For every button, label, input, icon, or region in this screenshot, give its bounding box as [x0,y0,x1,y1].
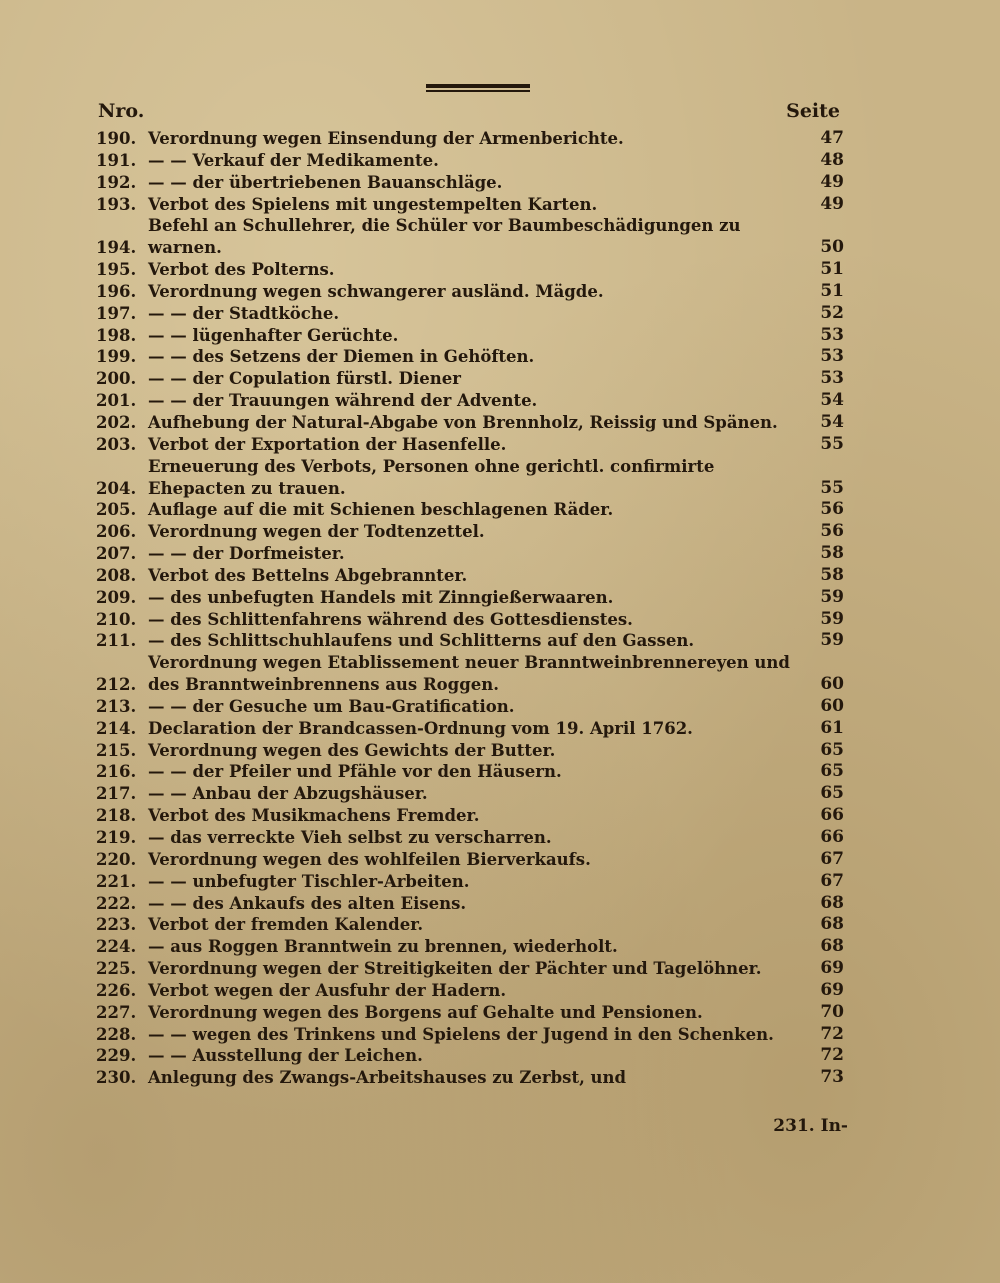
entry-title: — — der übertriebenen Bauanschläge. [148,172,503,192]
entry-page: 66 [820,805,844,826]
list-item [96,259,844,281]
entry-number: 190. [96,129,137,148]
entry-title: — das verreckte Vieh selbst zu verscharren. [148,828,552,847]
entry-number: 229. [96,1046,137,1066]
entry-number: 205. [96,500,137,520]
entry-page: 60 [820,695,844,716]
entry-title: — — der Stadtköche. [148,303,340,323]
entry-title: — — des Ankaufs des alten Eisens. [148,893,467,913]
entry-number: 215. [96,740,137,760]
column-header-number: Nro. [98,100,145,122]
entry-number: 210. [96,609,137,629]
list-item [96,1002,844,1024]
entry-number: 198. [96,325,137,345]
list-item [96,281,844,303]
list-item [96,543,844,565]
entry-title: — — Ausstellung der Leichen. [148,1046,423,1066]
entry-title: Anlegung des Zwangs-Arbeitshauses zu Zerbst, und [148,1068,627,1088]
entry-page: 72 [820,1023,844,1044]
entry-number: 193. [96,194,137,214]
entry-title: — — Verkauf der Medikamente. [148,150,439,170]
entry-number: 201. [96,391,137,411]
entry-page: 66 [820,827,844,847]
list-item [96,958,844,980]
list-item [96,914,844,936]
entry-title: — — der Pfeiler und Pfähle vor den Häusern. [148,762,562,782]
entry-number: 208. [96,565,137,585]
entry-page: 69 [820,979,844,1000]
entry-page: 58 [820,564,844,585]
list-item [96,521,844,543]
entry-page: 56 [820,521,844,542]
entry-number: 220. [96,849,137,869]
entry-title: Declaration der Brandcassen-Ordnung vom 19. April 1762. [148,718,693,738]
entry-title: — — des Setzens der Diemen in Gehöften. [148,347,535,367]
entry-page: 55 [820,433,844,454]
list-item [96,346,844,368]
list-item [96,303,844,325]
entry-number: 209. [96,587,137,607]
entry-page: 65 [820,761,844,782]
entry-number: 206. [96,522,137,542]
entry-title: — — unbefugter Tischler-Arbeiten. [148,871,470,891]
entry-number: 211. [96,631,137,651]
entry-title: — aus Roggen Branntwein zu brennen, wiederholt. [148,937,618,957]
entry-title: — — lügenhafter Gerüchte. [148,325,399,345]
entry-title: — des Schlittschuhlaufens und Schlitterns auf den Gassen. [148,631,695,651]
list-item [96,368,844,390]
entry-title: Befehl an Schullehrer, die Schüler vor Baumbeschädigungen zu warnen. [148,216,741,258]
entry-number: 227. [96,1002,137,1022]
entry-number: 195. [96,260,137,280]
entry-number: 230. [96,1068,137,1088]
entry-title: Verordnung wegen schwangerer ausländ. Mägde. [148,281,604,301]
entry-page: 61 [820,717,844,738]
list-item [96,1045,844,1067]
entry-page: 53 [820,346,844,367]
list-item [96,980,844,1002]
entry-title: — — der Dorfmeister. [148,544,345,564]
entry-title: — des Schlittenfahrens während des Gottesdienstes. [148,609,633,629]
list-item [96,805,844,827]
entry-title: Verbot wegen der Ausfuhr der Hadern. [148,980,507,1000]
entry-number: 212. [96,675,137,695]
list-item [96,652,844,696]
entry-number: 204. [96,478,137,498]
entry-number: 226. [96,980,137,1000]
list-item [96,1067,844,1089]
entry-number: 191. [96,150,137,170]
entry-title: Verordnung wegen des Gewichts der Butter. [148,740,556,760]
list-item [96,565,844,587]
list-item [96,215,844,259]
entry-number: 202. [96,412,137,432]
header-rule [426,84,530,92]
entry-title: Verordnung wegen Etablissement neuer Branntweinbrennereyen und des Branntweinbrennens aus Roggen. [148,653,790,695]
entry-page: 59 [820,586,844,607]
entry-title: — des unbefugten Handels mit Zinngießerwaaren. [148,587,614,607]
entry-title: — — der Gesuche um Bau-Gratification. [148,696,515,716]
list-item [96,718,844,740]
entry-number: 194. [96,238,137,258]
entry-page: 68 [820,936,844,957]
entry-page: 67 [820,848,844,869]
entry-number: 216. [96,762,137,782]
entry-page: 72 [820,1045,844,1066]
list-item [96,609,844,631]
entry-number: 218. [96,806,137,826]
entry-number: 203. [96,434,137,454]
entry-number: 199. [96,347,137,367]
entry-title: — — der Trauungen während der Advente. [148,391,538,411]
entry-page: 73 [820,1067,844,1088]
entry-number: 196. [96,281,137,301]
entry-number: 207. [96,544,137,564]
entry-number: 223. [96,915,137,935]
entry-page: 58 [820,543,844,564]
catchword: 231. In- [773,1116,848,1136]
entry-number: 221. [96,871,137,891]
entry-title: Verbot der Exportation der Hasenfelle. [148,434,507,454]
entry-title: Verordnung wegen des Borgens auf Gehalte und Pensionen. [148,1002,703,1022]
entry-title: Verbot des Bettelns Abgebrannter. [148,565,468,585]
entry-number: 192. [96,172,137,192]
list-item [96,128,844,150]
entry-page: 68 [820,914,844,935]
entry-title: — — wegen des Trinkens und Spielens der Jugend in den Schenken. [148,1024,774,1044]
table-of-contents [96,128,844,1089]
entry-page: 49 [820,171,844,192]
entry-title: Verbot des Polterns. [148,260,335,280]
entry-title: Verordnung wegen der Todtenzettel. [148,522,485,542]
entry-page: 53 [820,368,844,389]
entry-title: Verordnung wegen Einsendung der Armenberichte. [148,129,624,148]
entry-page: 55 [820,477,844,498]
entry-number: 228. [96,1024,137,1044]
list-item [96,456,844,500]
entry-number: 222. [96,893,137,913]
list-item [96,696,844,718]
entry-number: 200. [96,369,137,389]
entry-page: 70 [820,1001,844,1022]
entry-number: 197. [96,303,137,323]
list-item [96,740,844,762]
list-item [96,412,844,434]
entry-number: 213. [96,696,137,716]
entry-title: Verordnung wegen der Streitigkeiten der Pächter und Tagelöhner. [148,959,762,979]
list-item [96,499,844,521]
list-item [96,761,844,783]
entry-page: 69 [820,958,844,979]
list-item [96,172,844,194]
entry-page: 49 [820,193,844,214]
list-item [96,194,844,216]
entry-title: Erneuerung des Verbots, Personen ohne gerichtl. confirmirte Ehepacten zu trauen. [148,456,715,498]
entry-page: 59 [820,630,844,651]
list-item [96,150,844,172]
list-item [96,1024,844,1046]
entry-page: 60 [820,674,844,695]
list-item [96,849,844,871]
list-item [96,893,844,915]
entry-page: 51 [820,280,844,301]
entry-page: 59 [820,608,844,629]
entry-page: 50 [820,237,844,258]
entry-page: 51 [820,259,844,280]
entry-page: 52 [820,302,844,323]
entry-page: 67 [820,870,844,891]
entry-title: Verbot der fremden Kalender. [148,915,424,935]
list-item [96,827,844,849]
entry-number: 214. [96,718,137,738]
list-item [96,390,844,412]
entry-page: 48 [820,149,844,170]
entry-page: 53 [820,324,844,345]
entry-number: 217. [96,784,137,804]
entry-number: 225. [96,959,137,979]
entry-page: 65 [820,783,844,804]
entry-page: 54 [820,390,844,411]
entry-title: Verbot des Spielens mit ungestempelten Karten. [148,194,598,214]
entry-page: 54 [820,411,844,432]
entry-title: Verbot des Musikmachens Fremder. [148,806,480,826]
list-item [96,783,844,805]
column-header-page: Seite [786,100,840,122]
entry-title: Aufhebung der Natural-Abgabe von Brennholz, Reissig und Spänen. [148,412,778,432]
entry-page: 68 [820,892,844,913]
entry-title: — — Anbau der Abzugshäuser. [148,784,428,804]
entry-number: 219. [96,828,137,847]
entry-number: 224. [96,937,137,957]
entry-page: 47 [820,128,844,148]
entry-page: 65 [820,739,844,760]
list-item [96,434,844,456]
entry-title: Verordnung wegen des wohlfeilen Bierverkaufs. [148,849,591,869]
list-item [96,630,844,652]
list-item [96,871,844,893]
entry-title: Auflage auf die mit Schienen beschlagenen Räder. [148,500,614,520]
entry-page: 56 [820,499,844,520]
entry-title: — — der Copulation fürstl. Diener [148,369,461,389]
list-item [96,325,844,347]
list-item [96,936,844,958]
list-item [96,587,844,609]
